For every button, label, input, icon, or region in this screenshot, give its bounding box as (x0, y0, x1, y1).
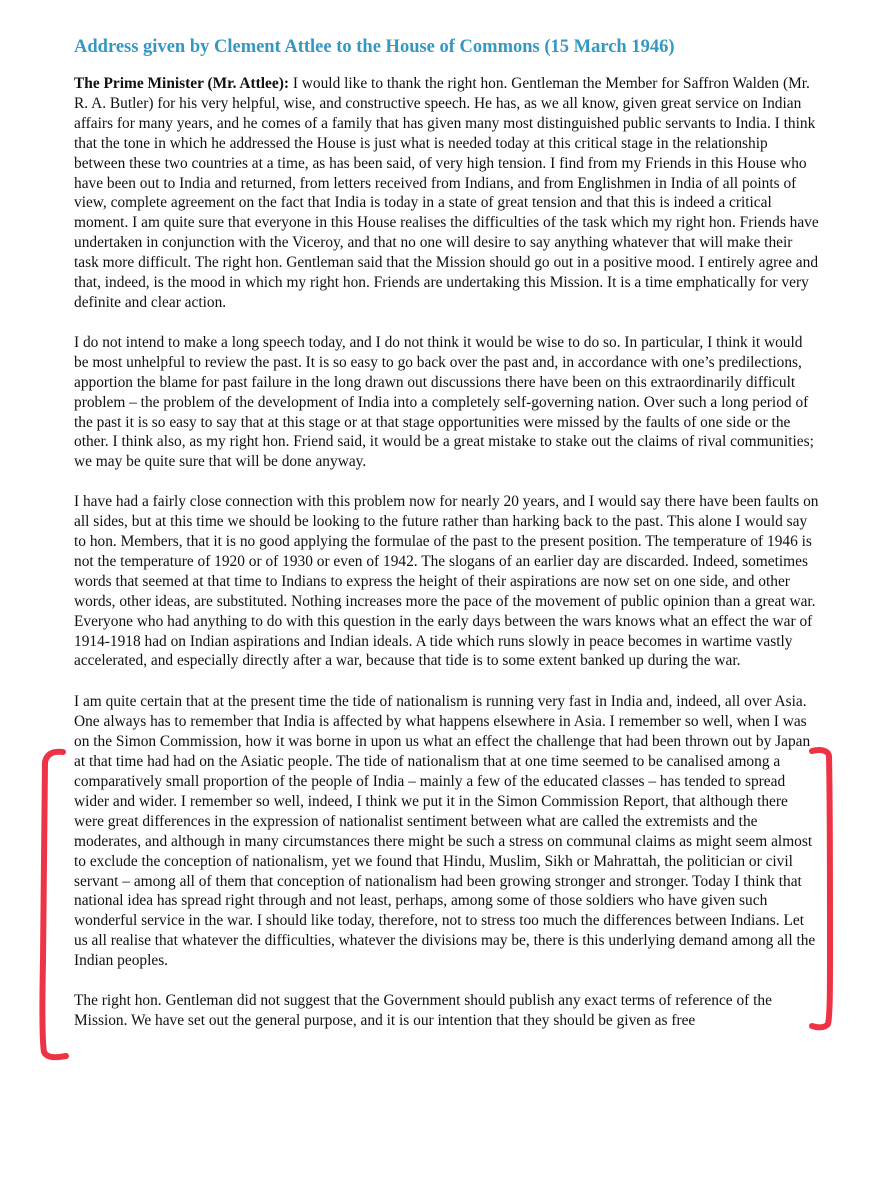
left-bracket-mark (42, 752, 66, 1057)
document-title: Address given by Clement Attlee to the House of Commons (15 March 1946) (74, 37, 675, 57)
paragraph-5: The right hon. Gentleman did not suggest that the Government should publish any exact terms of reference of the Mission. We have set out the general purpose, and it is our intention that they should be given as free (74, 992, 772, 1029)
paragraph-1 (74, 74, 820, 313)
paragraph-2: I do not intend to make a long speech today, and I do not think it would be wise to do so. In particular, I think it would be most unhelpful to review the past. It is so easy to go back over the past and, in accordance with one’s predilections, apportion the blame for past failure in the long drawn out discussions there have been on this extraordinarily difficult problem – the problem of the development of India into a completely self-governing nation. Over such a long period of the past it is so easy to say that at this stage or at that stage opportunities were missed by the faults of one side or the other. I think also, as my right hon. Friend said, it would be a great mistake to stake out the claims of rival communities; we may be quite sure that will be done anyway. (74, 333, 814, 471)
paragraph-1-text: I would like to thank the right hon. Gentleman the Member for Saffron Walden (Mr. R. A. Butler) for his very helpful, wise, and constructive speech. He has, as we all know, given great service on Indian affairs for many years, and he comes of a family that has given many most distinguished public servants to India. I think that the tone in which he addressed the House is just what is needed today at this critical stage in the relationship between these two countries at a time, as has been said, of very high tension. I find from my Friends in this House who have been out to India and returned, from letters received from Indians, and from Englishmen in India of all points of view, complete agreement on the fact that India is today in a state of great tension and that this is indeed a critical moment. I am quite sure that everyone in this House realises the difficulties of the task which my right hon. Friends have undertaken in conjunction with the Viceroy, and that no one will desire to say anything whatever that will make their task more difficult. The right hon. Gentleman said that the Mission should go out in a positive mood. I entirely agree and that, indeed, is the mood in which my right hon. Friends are undertaking this Mission. It is a time emphatically for very definite and clear action. (74, 75, 819, 311)
paragraph-3: I have had a fairly close connection with this problem now for nearly 20 years, and I would say there have been faults on all sides, but at this time we should be looking to the future rather than harking back to the past. This alone I would say to hon. Members, that it is no good applying the formulae of the past to the present position. The temperature of 1946 is not the temperature of 1920 or of 1930 or even of 1942. The slogans of an earlier day are discarded. Indeed, sometimes words that seemed at that time to Indians to express the height of their aspirations are now set on one side, and other words, other ideas, are substituted. Nothing increases more the pace of the movement of public opinion than a great war. Everyone who had anything to do with this question in the early days between the wars knows what an effect the war of 1914-1918 had on Indian aspirations and Indian ideals. A tide which runs slowly in peace becomes in wartime vastly accelerated, and especially directly after a war, because that tide is to some extent banked up during the war. (74, 493, 819, 670)
paragraph-4-highlighted: I am quite certain that at the present time the tide of nationalism is running very fast in India and, indeed, all over Asia. One always has to remember that India is affected by what happens elsewhere in Asia. I remember so well, when I was on the Simon Commission, how it was borne in upon us what an effect the challenge that had been thrown out by Japan at that time had had on the Asiatic people. The tide of nationalism that at one time seemed to be canalised among a comparatively small proportion of the people of India – mainly a few of the educated classes – has tended to spread wider and wider. I remember so well, indeed, I think we put it in the Simon Commission Report, that although there were great differences in the expression of nationalist sentiment between what are called the extremists and the moderates, and although in many circumstances there might be such a stress on communal claims as might seem almost to exclude the conception of nationalism, yet we found that Hindu, Muslim, Sikh or Mahrattah, the politician or civil servant – among all of them that conception of nationalism had been growing stronger and stronger. Today I think that national idea has spread right through and not least, perhaps, among some of those soldiers who have given such wonderful service in the war. I should like today, therefore, not to stress too much the differences between Indians. Let us all realise that whatever the difficulties, whatever the divisions may be, there is this underlying demand among all the Indian peoples. (74, 693, 816, 970)
speaker-label: The Prime Minister (Mr. Attlee): (74, 75, 289, 92)
document-page (74, 28, 820, 1031)
